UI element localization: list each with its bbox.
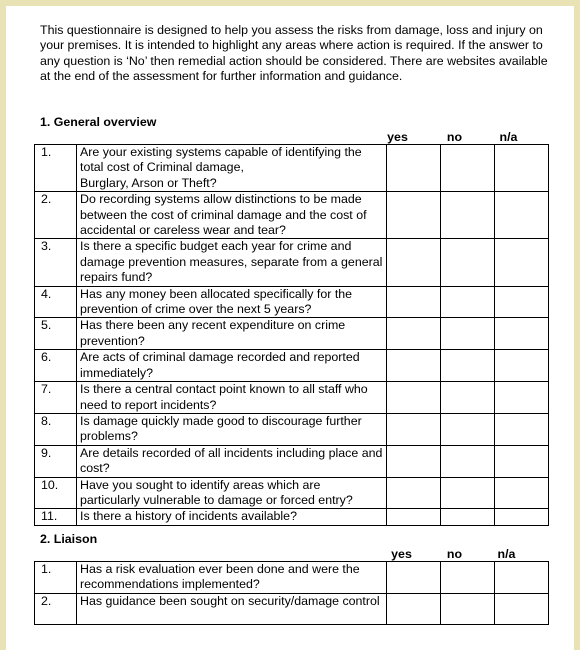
answer-cell-na[interactable] (495, 445, 549, 477)
section-title-liaison: 2. Liaison (40, 532, 98, 546)
answer-cell-yes[interactable] (387, 413, 441, 445)
answer-cell-no[interactable] (441, 350, 495, 382)
answer-cell-no[interactable] (441, 509, 495, 525)
question-number: 2. (35, 192, 77, 239)
question-number: 10. (35, 477, 77, 509)
answer-cell-na[interactable] (495, 562, 549, 594)
answer-cell-no[interactable] (441, 192, 495, 239)
answer-cell-yes[interactable] (387, 445, 441, 477)
question-text: Do recording systems allow distinctions to be made between the cost of criminal damage and the cost of accidental or careless wear and tear? (77, 192, 387, 239)
intro-paragraph: This questionnaire is designed to help you assess the risks from damage, loss and injury on your premises. It is intended to highlight any areas where action is required. If the answer to any question is ‘No’ then remedial action should be considered. There are websites available at the end of the assessment for further information and guidance. (40, 23, 548, 84)
question-text: Are acts of criminal damage recorded and reported immediately? (77, 350, 387, 382)
answer-cell-na[interactable] (495, 286, 549, 318)
question-number: 2. (35, 593, 77, 624)
answer-cell-na[interactable] (495, 382, 549, 414)
question-text: Has there been any recent expenditure on crime prevention? (77, 318, 387, 350)
answer-cell-yes[interactable] (387, 318, 441, 350)
question-text: Are your existing systems capable of identifying the total cost of Criminal damage, Burglary, Arson or Theft? (77, 145, 387, 192)
answer-cell-no[interactable] (441, 145, 495, 192)
answer-cell-na[interactable] (495, 350, 549, 382)
answer-cell-no[interactable] (441, 593, 495, 624)
question-row (35, 593, 549, 624)
question-text: Has a risk evaluation ever been done and were the recommendations implemented? (77, 562, 387, 594)
answer-cell-na[interactable] (495, 477, 549, 509)
question-text: Have you sought to identify areas which are particularly vulnerable to damage or forced entry? (77, 477, 387, 509)
question-number: 6. (35, 350, 77, 382)
answer-cell-no[interactable] (441, 286, 495, 318)
question-text: Has any money been allocated specifically for the prevention of crime over the next 5 years? (77, 286, 387, 318)
question-text: Is there a specific budget each year for crime and damage prevention measures, separate from a general repairs fund? (77, 239, 387, 286)
answer-cell-yes[interactable] (387, 239, 441, 286)
question-number: 3. (35, 239, 77, 286)
question-number: 1. (35, 145, 77, 192)
question-row (35, 477, 549, 509)
question-row (35, 318, 549, 350)
answer-cell-no[interactable] (441, 382, 495, 414)
column-header-yes: yes (391, 547, 412, 561)
answer-cell-yes[interactable] (387, 562, 441, 594)
answer-cell-yes[interactable] (387, 192, 441, 239)
question-number: 9. (35, 445, 77, 477)
question-text: Is there a history of incidents available? (77, 509, 387, 525)
questionnaire-page (6, 6, 574, 650)
answer-cell-no[interactable] (441, 413, 495, 445)
question-row (35, 445, 549, 477)
column-header-no: no (446, 130, 463, 144)
column-header-na: n/a (497, 547, 516, 561)
question-number: 1. (35, 562, 77, 594)
answer-cell-no[interactable] (441, 239, 495, 286)
answer-cell-yes[interactable] (387, 145, 441, 192)
answer-cell-na[interactable] (495, 145, 549, 192)
column-header-yes: yes (387, 130, 408, 144)
answer-cell-no[interactable] (441, 562, 495, 594)
answer-cell-yes[interactable] (387, 509, 441, 525)
column-header-no: no (446, 547, 463, 561)
answer-cell-na[interactable] (495, 593, 549, 624)
answer-cell-yes[interactable] (387, 286, 441, 318)
answer-cell-na[interactable] (495, 239, 549, 286)
question-row (35, 509, 549, 525)
answer-cell-na[interactable] (495, 413, 549, 445)
answer-cell-yes[interactable] (387, 477, 441, 509)
question-row (35, 192, 549, 239)
question-row (35, 350, 549, 382)
question-number: 8. (35, 413, 77, 445)
answer-cell-na[interactable] (495, 318, 549, 350)
answer-cell-yes[interactable] (387, 382, 441, 414)
liaison-table (34, 561, 549, 625)
question-row (35, 145, 549, 192)
answer-cell-no[interactable] (441, 445, 495, 477)
question-number: 11. (35, 509, 77, 525)
question-number: 4. (35, 286, 77, 318)
answer-cell-no[interactable] (441, 318, 495, 350)
answer-cell-yes[interactable] (387, 593, 441, 624)
question-number: 7. (35, 382, 77, 414)
section-title-general-overview: 1. General overview (40, 115, 157, 129)
question-text: Is damage quickly made good to discourage further problems? (77, 413, 387, 445)
question-number: 5. (35, 318, 77, 350)
answer-cell-no[interactable] (441, 477, 495, 509)
question-text: Is there a central contact point known to all staff who need to report incidents? (77, 382, 387, 414)
answer-cell-na[interactable] (495, 509, 549, 525)
question-row (35, 382, 549, 414)
general-overview-table (34, 144, 549, 526)
question-text: Has guidance been sought on security/damage control (77, 593, 387, 624)
question-text: Are details recorded of all incidents including place and cost? (77, 445, 387, 477)
answer-cell-yes[interactable] (387, 350, 441, 382)
question-row (35, 239, 549, 286)
question-row (35, 413, 549, 445)
question-row (35, 562, 549, 594)
column-header-na: n/a (499, 130, 518, 144)
question-row (35, 286, 549, 318)
answer-cell-na[interactable] (495, 192, 549, 239)
